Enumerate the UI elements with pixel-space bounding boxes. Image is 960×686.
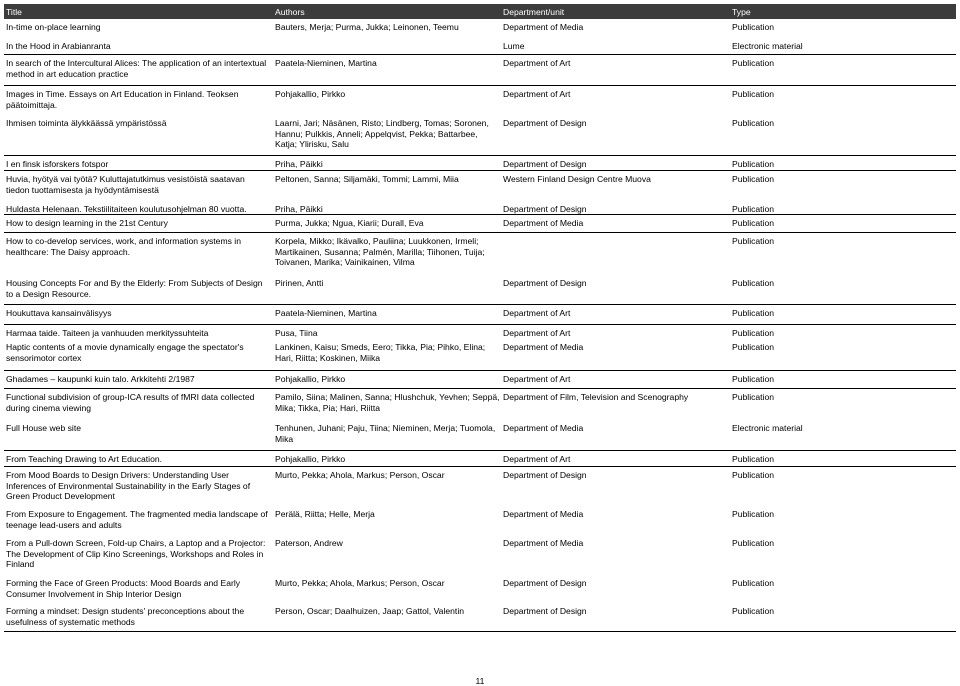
table-row [4,451,956,467]
cell-type: Publication [732,328,775,338]
cell-type: Publication [732,236,775,246]
cell-authors: Murto, Pekka; Ahola, Markus; Person, Oscar [275,578,445,588]
cell-department: Department of Design [503,606,587,616]
cell-authors: Korpela, Mikko; Ikävalko, Pauliina; Luukkonen, Irmeli; Martikainen, Susanna; Palmén, Marilla; Tiihonen, Tuija; Toivanen, Marika; Vainikainen, Vilma [275,236,485,267]
cell-authors: Purma, Jukka; Ngua, Kiarii; Durall, Eva [275,218,424,228]
cell-title: Huvia, hyötyä vai työtä? Kuluttajatutkimus vesistöistä saatavan tiedon tuottamisesta ja hyödyntämisestä [6,174,245,195]
cell-title: How to design learning in the 21st Century [6,218,168,228]
table-row [4,115,956,156]
cell-authors: Lankinen, Kaisu; Smeds, Eero; Tikka, Pia; Pihko, Elina; Hari, Riitta; Koskinen, Miika [275,342,486,363]
cell-type: Publication [732,118,775,128]
table-row [4,420,956,451]
table-row [4,467,956,506]
cell-title: In-time on-place learning [6,22,101,32]
column-header-title: Title [6,7,22,17]
cell-title: Functional subdivision of group-ICA results of fMRI data collected during cinema viewing [6,392,255,413]
cell-department: Department of Art [503,328,571,338]
cell-authors: Person, Oscar; Daalhuizen, Jaap; Gattol, Valentin [275,606,465,616]
cell-department: Department of Design [503,278,587,288]
cell-type: Publication [732,89,775,99]
cell-title: From Exposure to Engagement. The fragmented media landscape of teenage lead-users and adults [6,509,268,530]
cell-type: Publication [732,204,775,214]
cell-title: Houkuttava kansainvälisyys [6,308,112,318]
cell-department: Department of Design [503,118,587,128]
page-number: 11 [475,676,485,686]
cell-type: Publication [732,342,775,352]
cell-type: Publication [732,374,775,384]
cell-department: Department of Film, Television and Scenography [503,392,689,402]
cell-department: Department of Design [503,470,587,480]
cell-type: Publication [732,509,775,519]
table-row [4,389,956,420]
cell-type: Electronic material [732,41,803,51]
table-row [4,86,956,115]
cell-type: Publication [732,538,775,548]
table-row [4,575,956,603]
cell-type: Publication [732,22,775,32]
cell-title: In the Hood in Arabianranta [6,41,111,51]
cell-type: Publication [732,470,775,480]
cell-title: Ghadames – kaupunki kuin talo. Arkkitehti 2/1987 [6,374,195,384]
cell-department: Department of Design [503,204,587,214]
cell-title: Huldasta Helenaan. Tekstiilitaiteen koulutusohjelman 80 vuotta. [6,204,247,214]
cell-department: Department of Design [503,578,587,588]
cell-type: Publication [732,606,775,616]
cell-title: From a Pull-down Screen, Fold-up Chairs, a Laptop and a Projector: The Development of Clip Kino Screenings, Workshops and Roles in Finland [6,538,266,569]
cell-type: Publication [732,308,775,318]
cell-title: How to co-develop services, work, and information systems in healthcare: The Daisy approach. [6,236,241,257]
table-row [4,305,956,325]
cell-department: Department of Media [503,423,584,433]
cell-department: Department of Art [503,58,571,68]
cell-type: Publication [732,218,775,228]
table-row [4,535,956,575]
table-row [4,55,956,86]
cell-department: Department of Art [503,374,571,384]
table-row [4,371,956,389]
cell-department: Department of Media [503,218,584,228]
table-row [4,275,956,305]
column-header-department: Department/unit [503,7,565,17]
cell-title: Forming a mindset: Design students' preconceptions about the usefulness of systematic methods [6,606,245,627]
cell-authors: Pirinen, Antti [275,278,324,288]
cell-type: Electronic material [732,423,803,433]
cell-department: Lume [503,41,525,51]
cell-authors: Laarni, Jari; Näsänen, Risto; Lindberg, Tomas; Soronen, Hannu; Pulkkis, Anneli; Appelqvist, Pekka; Battarbee, Katja; Ylirisku, Salu [275,118,489,149]
cell-authors: Pusa, Tiina [275,328,318,338]
table-row [4,215,956,233]
cell-authors: Bauters, Merja; Purma, Jukka; Leinonen, Teemu [275,22,459,32]
cell-title: In search of the Intercultural Alices: The application of an intertextual method in art education practice [6,58,267,79]
table-row [4,171,956,201]
cell-authors: Paatela-Nieminen, Martina [275,308,377,318]
cell-title: I en finsk isforskers fotspor [6,159,109,169]
cell-type: Publication [732,278,775,288]
cell-title: Haptic contents of a movie dynamically engage the spectator's sensorimotor cortex [6,342,244,363]
column-header-type: Type [732,7,751,17]
table-row [4,325,956,339]
cell-authors: Pohjakallio, Pirkko [275,454,346,464]
cell-department: Department of Art [503,308,571,318]
cell-authors: Priha, Päikki [275,159,323,169]
cell-department: Department of Media [503,342,584,352]
cell-authors: Pohjakallio, Pirkko [275,374,346,384]
cell-authors: Tenhunen, Juhani; Paju, Tiina; Nieminen, Merja; Tuomola, Mika [275,423,496,444]
cell-department: Department of Art [503,454,571,464]
cell-authors: Peltonen, Sanna; Siljamäki, Tommi; Lammi, Miia [275,174,459,184]
cell-type: Publication [732,159,775,169]
cell-type: Publication [732,392,775,402]
cell-title: Images in Time. Essays on Art Education in Finland. Teoksen päätoimittaja. [6,89,239,110]
cell-authors: Pohjakallio, Pirkko [275,89,346,99]
cell-type: Publication [732,58,775,68]
table-row [4,506,956,535]
cell-title: From Mood Boards to Design Drivers: Understanding User Inferences of Environmental Sustainability in the Early Stages of Green Product Development [6,470,251,501]
table-row [4,603,956,632]
cell-title: Full House web site [6,423,81,433]
cell-type: Publication [732,174,775,184]
table-row [4,19,956,38]
cell-authors: Murto, Pekka; Ahola, Markus; Person, Oscar [275,470,445,480]
table-row [4,201,956,215]
cell-department: Department of Media [503,538,584,548]
table-row [4,339,956,371]
table-row [4,156,956,171]
cell-title: Harmaa taide. Taiteen ja vanhuuden merkityssuhteita [6,328,209,338]
cell-title: Ihmisen toiminta älykkäässä ympäristössä [6,118,167,128]
table-row [4,38,956,55]
cell-authors: Paatela-Nieminen, Martina [275,58,377,68]
table-row [4,233,956,275]
cell-authors: Priha, Päikki [275,204,323,214]
cell-title: From Teaching Drawing to Art Education. [6,454,163,464]
table-header-row [4,4,956,19]
cell-department: Western Finland Design Centre Muova [503,174,651,184]
cell-department: Department of Design [503,159,587,169]
cell-authors: Perälä, Riitta; Helle, Merja [275,509,375,519]
cell-title: Forming the Face of Green Products: Mood Boards and Early Consumer Involvement in Ship Interior Design [6,578,241,599]
cell-department: Department of Media [503,22,584,32]
cell-authors: Paterson, Andrew [275,538,343,548]
cell-authors: Pamilo, Siina; Malinen, Sanna; Hlushchuk, Yevhen; Seppä, Mika; Tikka, Pia; Hari, Riitta [275,392,500,413]
cell-type: Publication [732,578,775,588]
cell-title: Housing Concepts For and By the Elderly: From Subjects of Design to a Design Resource. [6,278,263,299]
cell-department: Department of Media [503,509,584,519]
publications-table [4,4,956,632]
cell-type: Publication [732,454,775,464]
cell-department: Department of Art [503,89,571,99]
column-header-authors: Authors [275,7,305,17]
